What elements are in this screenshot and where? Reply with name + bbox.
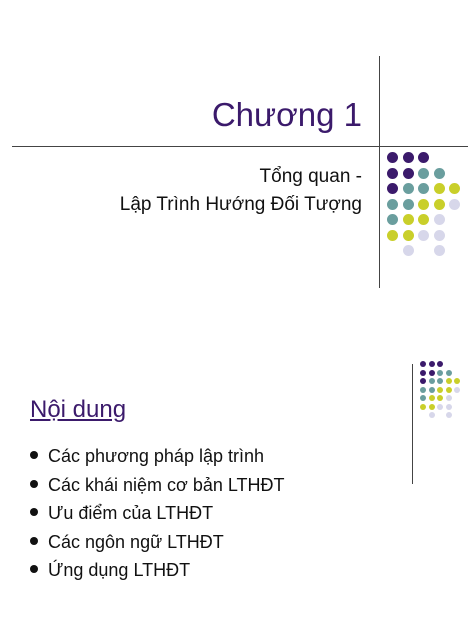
decorative-dot — [418, 230, 429, 241]
decorative-dot — [403, 152, 414, 163]
bullet-icon — [30, 565, 38, 573]
decorative-dot — [387, 199, 398, 210]
vertical-divider-line-small — [412, 364, 413, 484]
decorative-dot — [420, 404, 426, 410]
decorative-dot — [446, 395, 452, 401]
decorative-dot — [446, 412, 452, 418]
decorative-dot — [454, 378, 460, 384]
decorative-dot — [387, 168, 398, 179]
decorative-dot — [429, 412, 435, 418]
decorative-dot — [429, 370, 435, 376]
decorative-dot — [420, 361, 426, 367]
subtitle-line-1: Tổng quan - — [259, 166, 362, 187]
decorative-dot — [403, 245, 414, 256]
decorative-dot — [434, 214, 445, 225]
decorative-dot — [446, 404, 452, 410]
decorative-dot — [418, 168, 429, 179]
decorative-dot — [434, 199, 445, 210]
decorative-dot — [429, 387, 435, 393]
decorative-dot — [403, 199, 414, 210]
list-item: Các khái niệm cơ bản LTHĐT — [30, 475, 285, 504]
bullet-icon — [30, 480, 38, 488]
chapter-title: Chương 1 — [211, 96, 362, 133]
list-item: Các phương pháp lập trình — [30, 446, 285, 475]
decorative-dot — [434, 230, 445, 241]
decorative-dot — [434, 183, 445, 194]
decorative-dot — [429, 404, 435, 410]
decorative-dot — [429, 378, 435, 384]
slide-contents — [0, 318, 474, 632]
bullet-icon — [30, 537, 38, 545]
decorative-dot — [429, 395, 435, 401]
bullet-icon — [30, 451, 38, 459]
list-item: Ứng dụng LTHĐT — [30, 560, 285, 589]
decorative-dot — [437, 404, 443, 410]
section-title: Nội dung — [30, 396, 127, 423]
decorative-dot — [437, 378, 443, 384]
decorative-dot — [403, 230, 414, 241]
decorative-dot — [437, 395, 443, 401]
decorative-dot — [446, 387, 452, 393]
subtitle-line-2: Lập Trình Hướng Đối Tượng — [119, 194, 362, 215]
decorative-dot — [449, 199, 460, 210]
decorative-dot — [434, 168, 445, 179]
decorative-dot — [418, 152, 429, 163]
decorative-dot — [403, 183, 414, 194]
decorative-dot — [449, 183, 460, 194]
bullet-icon — [30, 508, 38, 516]
vertical-divider-line — [379, 56, 380, 288]
decorative-dot — [429, 361, 435, 367]
decorative-dot — [403, 214, 414, 225]
bullet-list — [30, 446, 285, 589]
decorative-dot — [418, 214, 429, 225]
decorative-dot — [454, 387, 460, 393]
decorative-dot — [420, 387, 426, 393]
decorative-dot — [387, 183, 398, 194]
list-item: Ưu điểm của LTHĐT — [30, 503, 285, 532]
decorative-dot — [446, 378, 452, 384]
decorative-dot — [387, 214, 398, 225]
decorative-dot — [420, 395, 426, 401]
decorative-dot — [387, 230, 398, 241]
decorative-dot — [387, 152, 398, 163]
decorative-dot — [418, 199, 429, 210]
decorative-dot — [420, 378, 426, 384]
decorative-dot — [446, 370, 452, 376]
decorative-dot — [420, 370, 426, 376]
list-item: Các ngôn ngữ LTHĐT — [30, 532, 285, 561]
decorative-dot — [437, 370, 443, 376]
decorative-dot — [437, 361, 443, 367]
title-divider-line — [12, 146, 468, 147]
decorative-dot — [434, 245, 445, 256]
decorative-dot — [437, 387, 443, 393]
decorative-dot — [418, 183, 429, 194]
decorative-dot — [403, 168, 414, 179]
